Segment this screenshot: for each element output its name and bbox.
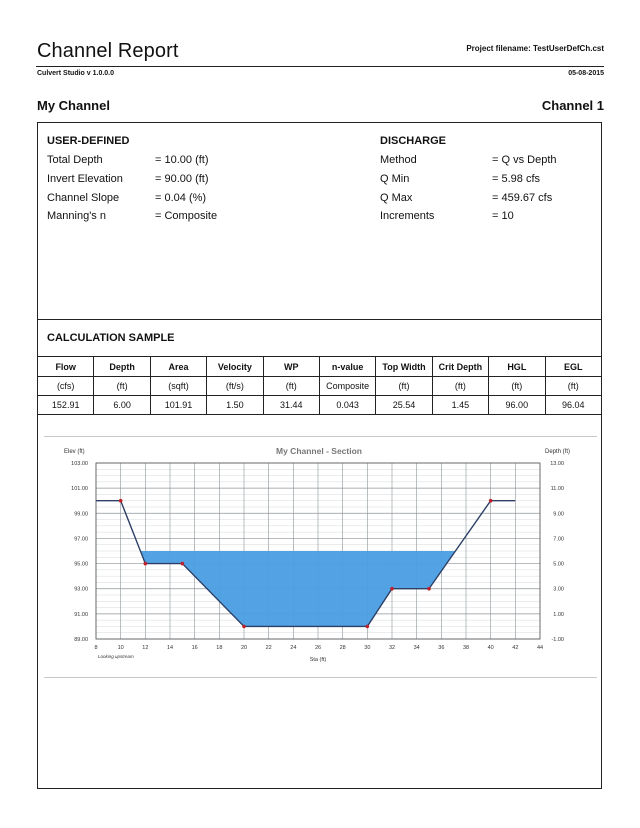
x-tick-label: 16 <box>191 645 198 651</box>
calc-header-cell: Area <box>150 357 206 377</box>
x-tick-label: 40 <box>487 645 494 651</box>
ud-value: = 90.00 (ft) <box>155 173 209 185</box>
ud-value: = 0.04 (%) <box>155 192 207 204</box>
calc-unit-cell: (ft) <box>545 377 601 396</box>
y-tick-label: 89.00 <box>74 637 88 643</box>
calc-unit-cell: (ft) <box>94 377 150 396</box>
ud-value: = Composite <box>155 210 218 222</box>
station-point <box>390 587 394 591</box>
x-tick-label: 24 <box>290 645 297 651</box>
calc-value-cell: 96.00 <box>489 396 545 415</box>
discharge-heading: DISCHARGE <box>380 135 447 147</box>
calc-header-cell: WP <box>263 357 319 377</box>
calc-value-cell: 152.91 <box>38 396 94 415</box>
discharge-value: = Q vs Depth <box>492 154 557 166</box>
channel-number: Channel 1 <box>541 98 604 113</box>
calc-header-cell: Flow <box>38 357 94 377</box>
calc-unit-cell: (ft) <box>489 377 545 396</box>
y2-tick-label: 13.00 <box>550 461 564 467</box>
y2-tick-label: 7.00 <box>553 536 564 543</box>
calc-heading: CALCULATION SAMPLE <box>47 332 175 344</box>
y2-tick-label: 5.00 <box>553 561 564 568</box>
station-point <box>119 499 123 503</box>
calc-value-cell: 25.54 <box>376 396 432 415</box>
calc-value-cell: 101.91 <box>150 396 206 415</box>
user-defined-heading: USER-DEFINED <box>47 135 130 147</box>
calc-header-cell: HGL <box>489 357 545 377</box>
x-axis-label: Sta (ft) <box>309 657 327 663</box>
station-point <box>144 562 148 566</box>
calc-value-cell: 6.00 <box>94 396 150 415</box>
ud-label: Total Depth <box>47 154 103 166</box>
station-point <box>366 625 370 629</box>
project-filename: Project filename: TestUserDefCh.cst <box>466 44 604 53</box>
station-point <box>427 587 431 591</box>
chart-note: Looking upstream <box>98 654 134 659</box>
calc-unit-cell: (ft) <box>376 377 432 396</box>
y-tick-label: 103.00 <box>71 461 88 467</box>
calc-unit-cell: (sqft) <box>150 377 206 396</box>
y-axis-label: Elev (ft) <box>64 449 85 455</box>
section-chart <box>44 436 597 678</box>
x-tick-label: 18 <box>216 645 223 651</box>
calc-value-cell: 1.45 <box>432 396 488 415</box>
station-point <box>242 625 246 629</box>
calc-value-cell: 0.043 <box>319 396 375 415</box>
ud-label: Invert Elevation <box>47 173 123 185</box>
calc-value-cell: 1.50 <box>207 396 263 415</box>
report-date: 05-08-2015 <box>568 70 604 77</box>
channel-name: My Channel <box>37 98 110 113</box>
x-tick-label: 34 <box>413 645 420 651</box>
calc-unit-cell: (ft/s) <box>207 377 263 396</box>
discharge-value: = 459.67 cfs <box>492 192 553 204</box>
x-tick-label: 12 <box>142 645 149 651</box>
station-point <box>489 499 493 503</box>
y-tick-label: 95.00 <box>74 561 88 568</box>
x-tick-label: 14 <box>166 645 174 651</box>
y-tick-label: 93.00 <box>74 586 88 593</box>
discharge-value: = 10 <box>492 210 514 222</box>
calc-unit-cell: Composite <box>319 377 375 396</box>
x-tick-label: 38 <box>462 645 470 651</box>
calc-value-cell: 96.04 <box>545 396 601 415</box>
calc-units-row <box>38 377 602 396</box>
calc-values-row <box>38 396 602 415</box>
x-tick-label: 32 <box>388 645 396 651</box>
x-tick-label: 8 <box>94 645 98 651</box>
ud-label: Manning's n <box>47 210 106 222</box>
y2-tick-label: -1.00 <box>551 637 564 643</box>
chart-title: My Channel - Section <box>276 446 362 456</box>
x-tick-label: 44 <box>536 645 544 651</box>
x-tick-label: 20 <box>240 645 248 651</box>
calc-unit-cell: (cfs) <box>38 377 94 396</box>
calc-value-cell: 31.44 <box>263 396 319 415</box>
y-tick-label: 91.00 <box>74 611 88 618</box>
discharge-value: = 5.98 cfs <box>492 173 541 185</box>
y2-tick-label: 11.00 <box>550 486 564 493</box>
ud-value: = 10.00 (ft) <box>155 154 209 166</box>
discharge-label: Q Min <box>380 173 410 185</box>
x-tick-label: 36 <box>438 645 445 651</box>
calc-header-cell: Crit Depth <box>432 357 488 377</box>
calc-header-cell: n-value <box>319 357 375 377</box>
y2-tick-label: 3.00 <box>553 586 564 593</box>
section-chart-svg <box>44 436 597 678</box>
x-tick-label: 42 <box>512 645 519 651</box>
calc-header-cell: EGL <box>545 357 601 377</box>
x-tick-label: 10 <box>117 645 124 651</box>
discharge-label: Increments <box>380 210 435 222</box>
x-tick-label: 28 <box>339 645 346 651</box>
y2-axis-label: Depth (ft) <box>544 449 570 455</box>
x-tick-label: 22 <box>265 645 272 651</box>
station-point <box>181 562 185 566</box>
calc-header-cell: Depth <box>94 357 150 377</box>
section-divider <box>37 319 602 320</box>
calc-header-cell: Top Width <box>376 357 432 377</box>
y-tick-label: 99.00 <box>74 511 88 518</box>
calc-unit-cell: (ft) <box>263 377 319 396</box>
app-version: Culvert Studio v 1.0.0.0 <box>37 70 115 77</box>
header-divider <box>36 66 604 67</box>
discharge-label: Q Max <box>380 192 413 204</box>
calc-header-cell: Velocity <box>207 357 263 377</box>
calc-table <box>37 356 602 415</box>
y-tick-label: 97.00 <box>74 536 88 543</box>
ud-label: Channel Slope <box>47 192 120 204</box>
calc-unit-cell: (ft) <box>432 377 488 396</box>
calc-header-row <box>38 357 602 377</box>
discharge-label: Method <box>380 154 417 166</box>
y2-tick-label: 1.00 <box>553 611 564 618</box>
x-tick-label: 26 <box>314 645 322 651</box>
report-title: Channel Report <box>37 40 179 62</box>
y-tick-label: 101.00 <box>71 486 88 493</box>
x-tick-label: 30 <box>364 645 371 651</box>
y2-tick-label: 9.00 <box>553 511 564 518</box>
